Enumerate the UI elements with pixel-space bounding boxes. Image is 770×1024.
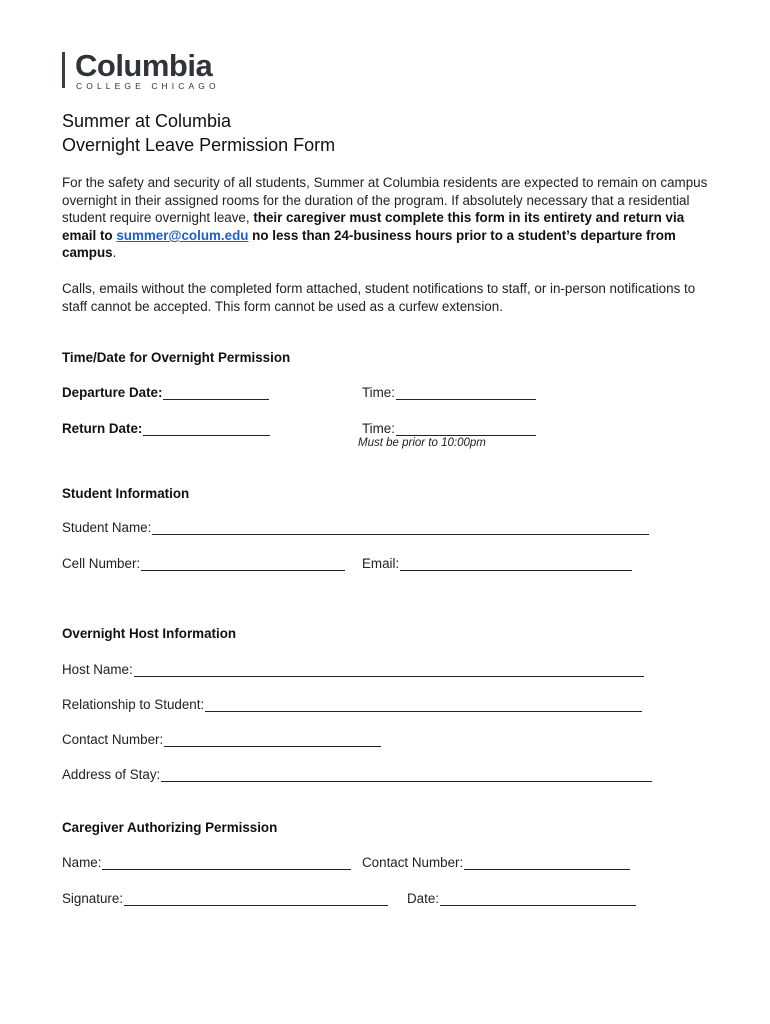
return-time-input[interactable] — [396, 422, 536, 436]
student-name-input[interactable] — [152, 521, 649, 535]
relationship-field: Relationship to Student: — [62, 697, 642, 712]
student-email-input[interactable] — [400, 557, 632, 571]
student-email-field: Email: — [362, 556, 632, 571]
host-contact-input[interactable] — [164, 733, 381, 747]
departure-time-input[interactable] — [396, 386, 536, 400]
return-date-input[interactable] — [143, 422, 270, 436]
host-contact-field: Contact Number: — [62, 732, 381, 747]
caregiver-name-field: Name: — [62, 855, 351, 870]
form-title-line1: Summer at Columbia — [62, 111, 232, 131]
notice-paragraph: Calls, emails without the completed form attached, student notifications to staff, or in-person notifications to staff cannot be accepted. This form cannot be used as a curfew extension. — [62, 281, 696, 314]
caregiver-name-input[interactable] — [102, 856, 351, 870]
relationship-input[interactable] — [205, 698, 642, 712]
caregiver-date-input[interactable] — [440, 892, 636, 906]
section-heading-time: Time/Date for Overnight Permission — [62, 350, 291, 365]
section-heading-caregiver: Caregiver Authorizing Permission — [62, 820, 278, 835]
email-link[interactable]: summer@colum.edu — [116, 227, 249, 243]
departure-date-input[interactable] — [163, 386, 269, 400]
address-input[interactable] — [161, 768, 652, 782]
caregiver-date-field: Date: — [407, 891, 636, 906]
intro-paragraph: For the safety and security of all students, Summer at Columbia residents are expected to remain on campus overnight in their assigned rooms for the duration of the program. If absolutely necessary that a residential student require overnight leave, their caregiver must complete this form in its entirety and return via email to summer@colum.edu no less than 24-business hours prior to a student’s departure from campus. — [62, 175, 708, 261]
departure-date-field: Departure Date: — [62, 385, 269, 400]
signature-input[interactable] — [124, 892, 388, 906]
departure-time-field: Time: — [362, 385, 536, 400]
section-heading-host: Overnight Host Information — [62, 626, 237, 641]
host-name-field: Host Name: — [62, 662, 644, 677]
student-name-field: Student Name: — [62, 520, 649, 535]
section-heading-student: Student Information — [62, 486, 190, 501]
form-title-line2: Overnight Leave Permission Form — [62, 135, 336, 155]
caregiver-contact-input[interactable] — [464, 856, 630, 870]
logo-subtitle: COLLEGE CHICAGO — [76, 81, 220, 91]
return-time-field: Time: — [362, 421, 536, 436]
signature-field: Signature: — [62, 891, 388, 906]
logo-bar — [62, 52, 65, 88]
cell-number-input[interactable] — [141, 557, 345, 571]
logo-wordmark: Columbia — [75, 48, 213, 83]
return-date-field: Return Date: — [62, 421, 270, 436]
return-time-note: Must be prior to 10:00pm — [358, 437, 486, 449]
host-name-input[interactable] — [134, 663, 644, 677]
cell-number-field: Cell Number: — [62, 556, 345, 571]
address-field: Address of Stay: — [62, 767, 652, 782]
caregiver-contact-field: Contact Number: — [362, 855, 630, 870]
